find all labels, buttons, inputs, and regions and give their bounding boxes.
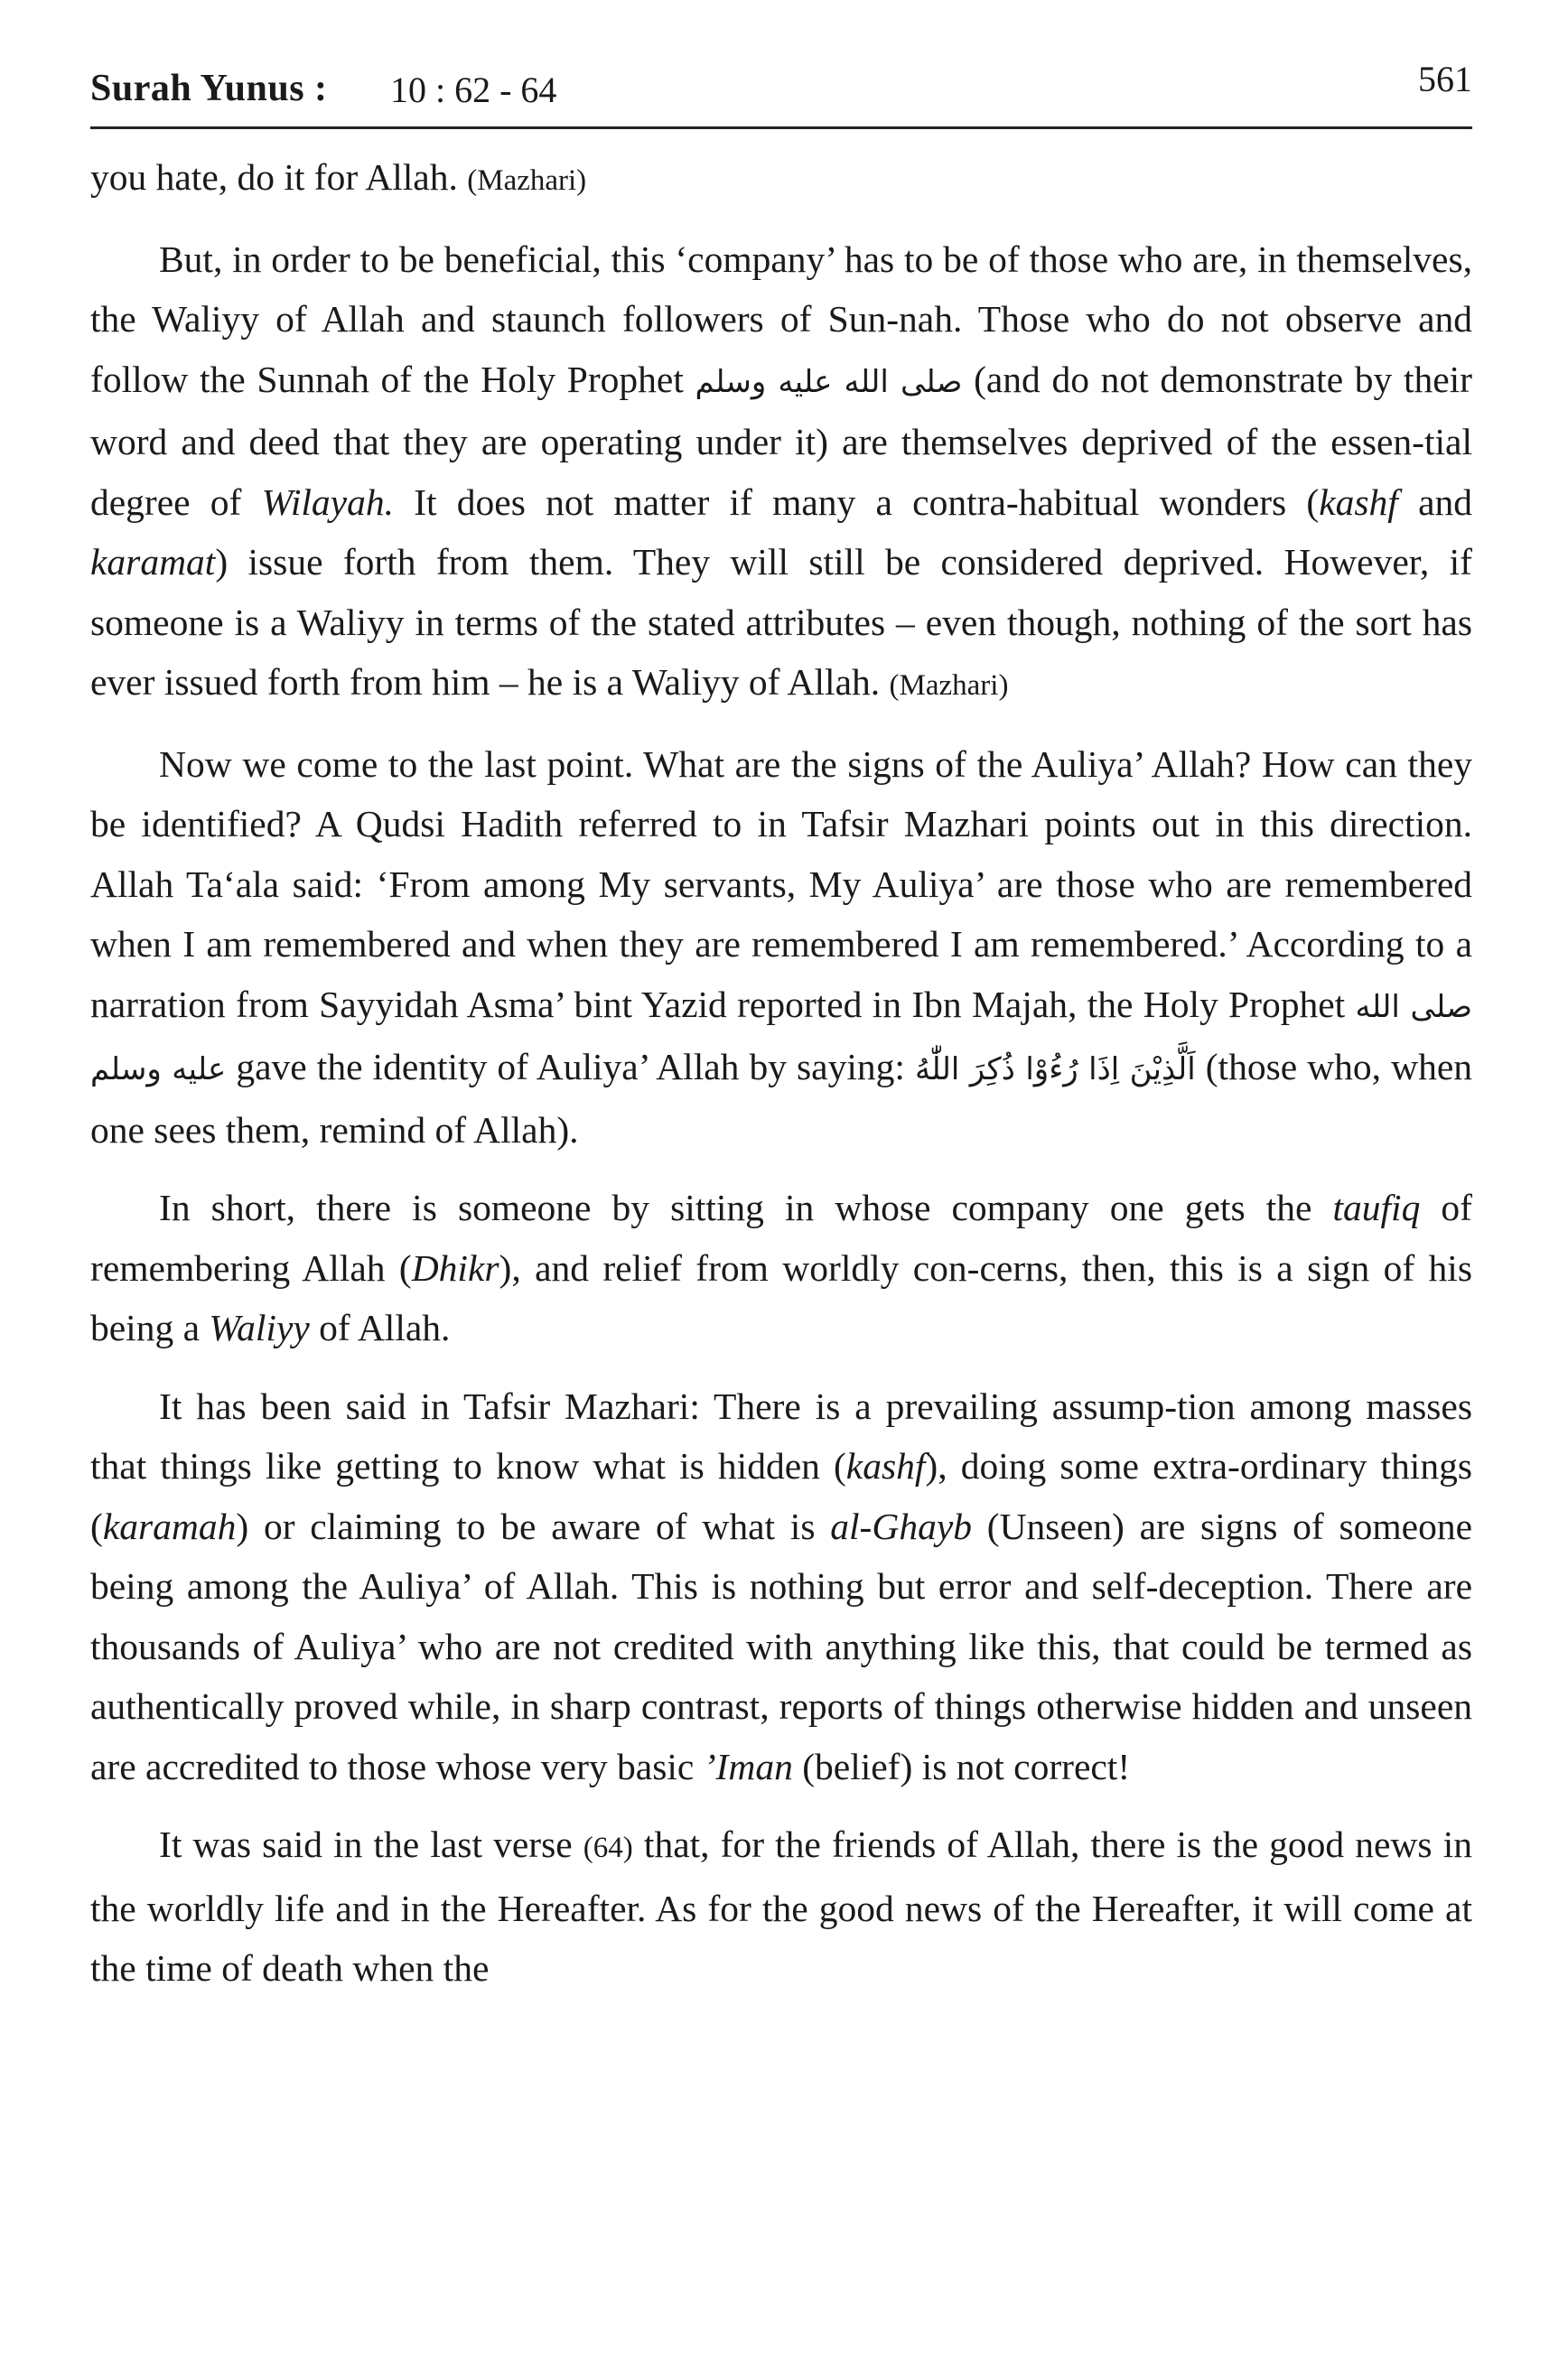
text-run: (belief) is not correct! — [792, 1745, 1131, 1787]
surah-title: Surah Yunus : — [90, 68, 328, 109]
italic-term: taufiq — [1332, 1187, 1421, 1228]
text-run: It has been said in Tafsir Mazhari: There is a prevailing assump-tion among masses that things like getting to know what is hidden ( — [90, 1385, 1472, 1487]
text-run: of Allah. — [309, 1307, 451, 1348]
text-run: you hate, do it for Allah. — [90, 156, 468, 198]
text-run: of remembering Allah ( — [90, 1187, 1472, 1289]
text-run: gave the identity of Auliya’ Allah by saying: — [226, 1046, 915, 1087]
arabic-phrase: اَلَّذِيْنَ اِذَا رُءُوْا ذُكِرَ اللّٰهُ — [914, 1051, 1196, 1087]
text-run: and — [1397, 480, 1472, 523]
paragraph-3 — [90, 734, 1472, 1161]
page-number: 561 — [1418, 59, 1472, 99]
text-run: ) or claiming to be aware of what is — [236, 1505, 831, 1547]
italic-term: kashf — [1319, 480, 1398, 523]
text-run: It does not matter if many a contra-habitual wonders ( — [393, 480, 1320, 523]
paragraph-2 — [90, 229, 1472, 716]
source-citation: (Mazhari) — [889, 669, 1009, 702]
paragraph-4 — [90, 1178, 1472, 1358]
arabic-phrase: صلى الله عليه وسلم — [695, 363, 963, 400]
text-run: But, in order to be beneficial, this ‘company’ has to be of those who are, in themselves, the Waliyy of Allah and staunch followers of Sun-nah. Those who do not observe and follow the Sunnah of the Holy Prophet — [90, 238, 1472, 400]
text-run: Now we come to the last point. What are the signs of the Auliya’ Allah? How can they be identified? A Qudsi Hadith referred to in Tafsir Mazhari points out in this direction. Allah Ta‘ala said: ‘From among My servants, My Auliya’ are those who are remembered when I am remembered and when they are remembered I am remembered.’ According to a narration from Sayyidah Asma’ bint Yazid reported in Ibn Majah, the Holy Prophet — [90, 742, 1472, 1025]
italic-term: karamah — [102, 1505, 237, 1547]
paragraph-5 — [90, 1376, 1472, 1797]
italic-term: karamat — [90, 541, 216, 583]
body-text — [90, 147, 1472, 1999]
arabic-phrase: صلى الله عليه وسلم — [90, 988, 1473, 1087]
text-run: (those who, when one sees them, remind of Allah). — [90, 1046, 1472, 1151]
text-run: that, for the friends of Allah, there is the good news in the worldly life and in the Hereafter. As for the good news of the Hereafter, it will come at the time of death when the — [90, 1824, 1472, 1989]
italic-term: Dhikr — [411, 1246, 499, 1289]
italic-term: ’Iman — [703, 1745, 793, 1787]
source-citation: (64) — [583, 1832, 633, 1864]
text-run: ), and relief from worldly con-cerns, then, this is a sign of his being a — [90, 1246, 1472, 1348]
italic-term: Waliyy — [209, 1307, 310, 1348]
italic-term: kashf — [845, 1445, 926, 1487]
text-run: (Unseen) are signs of someone being among the Auliya’ of Allah. This is nothing but error and self-deception. There are thousands of Auliya’ who are not credited with anything like this, that could be termed as authentically proved while, in sharp contrast, reports of things otherwise hidden and unseen are accredited to those whose very basic — [90, 1505, 1472, 1787]
running-header — [90, 54, 1472, 129]
text-run: ), doing some extra-ordinary things ( — [90, 1445, 1472, 1547]
verse-reference: 10 : 62 - 64 — [390, 70, 557, 110]
source-citation: (Mazhari) — [467, 164, 587, 197]
italic-term: al-Ghayb — [830, 1505, 972, 1547]
paragraph-1 — [90, 147, 1472, 211]
text-run: (and do not demonstrate by their word and deed that they are operating under it) are themselves deprived of the essen-tial degree of — [90, 358, 1473, 523]
text-run: ) issue forth from them. They will still be considered deprived. However, if someone is a Waliyy in terms of the stated attributes – even though, nothing of the sort has ever issued forth from him – he is a Waliyy of Allah. — [90, 541, 1472, 703]
book-page — [90, 54, 1472, 1999]
paragraph-6 — [90, 1814, 1472, 1999]
italic-term: Wilayah. — [261, 480, 394, 523]
text-run: In short, there is someone by sitting in whose company one gets the — [159, 1187, 1333, 1228]
text-run: It was said in the last verse — [159, 1824, 583, 1865]
